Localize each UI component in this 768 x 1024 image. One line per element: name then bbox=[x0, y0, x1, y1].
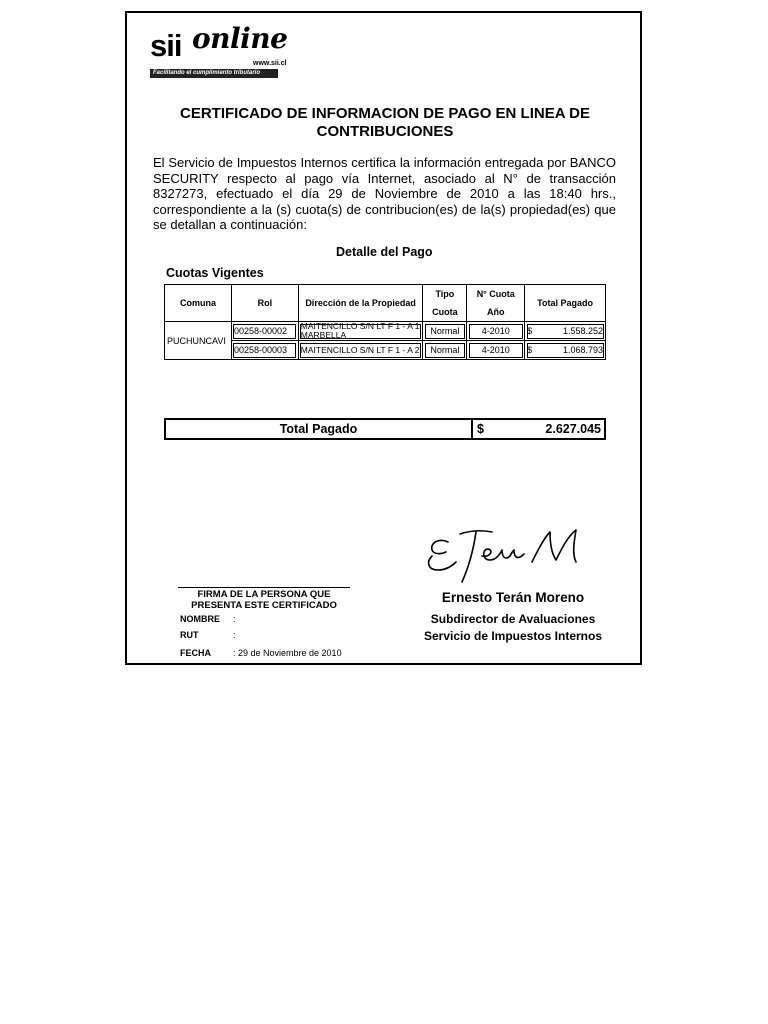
header-rol: Rol bbox=[231, 285, 298, 322]
cell-total bbox=[525, 341, 606, 360]
total-pagado-box bbox=[164, 418, 606, 440]
total-label: Total Pagado bbox=[166, 420, 473, 438]
nombre-colon: : bbox=[233, 614, 236, 624]
sii-online-logo bbox=[150, 22, 290, 82]
cell-currency: $ bbox=[527, 345, 533, 355]
nombre-label: NOMBRE bbox=[180, 614, 220, 624]
cell-cuota: 4-2010 bbox=[467, 322, 525, 341]
cell-amount: 1.558.252 bbox=[562, 326, 603, 336]
fecha-value: : 29 de Noviembre de 2010 bbox=[233, 648, 342, 658]
cell-rol: 00258-00002 bbox=[231, 322, 298, 341]
signature-line bbox=[178, 587, 350, 588]
cell-tipo: Normal bbox=[423, 341, 467, 360]
certificate-title: CERTIFICADO DE INFORMACION DE PAGO EN LINEA DE CONTRIBUCIONES bbox=[179, 105, 590, 140]
header-comuna: Comuna bbox=[165, 285, 232, 322]
table-row bbox=[165, 322, 606, 341]
handwritten-signature bbox=[420, 520, 600, 585]
firma-line-1: FIRMA DE LA PERSONA QUE bbox=[197, 589, 331, 600]
table-row bbox=[165, 341, 606, 360]
payment-table bbox=[164, 284, 606, 360]
table-header-row bbox=[165, 285, 606, 304]
cell-rol: 00258-00003 bbox=[231, 341, 298, 360]
detalle-heading: Detalle del Pago bbox=[336, 245, 433, 259]
header-total: Total Pagado bbox=[525, 285, 606, 322]
presenter-signature-label bbox=[178, 589, 350, 611]
signer-org: Servicio de Impuestos Internos bbox=[423, 629, 603, 643]
cell-total bbox=[525, 322, 606, 341]
header-direccion: Dirección de la Propiedad bbox=[298, 285, 423, 322]
cell-direccion: MAITENCILLO S/N LT F 1 - A 1 MARBELLA bbox=[298, 322, 423, 341]
rut-colon: : bbox=[233, 630, 236, 640]
header-tipo: Tipo bbox=[423, 285, 467, 304]
rut-label: RUT bbox=[180, 630, 199, 640]
cell-tipo: Normal bbox=[423, 322, 467, 341]
fecha-label: FECHA bbox=[180, 648, 211, 658]
logo-url: www.sii.cl bbox=[253, 60, 287, 67]
header-cuota-2: Año bbox=[467, 303, 525, 322]
signer-role: Subdirector de Avaluaciones bbox=[430, 612, 596, 626]
logo-product: online bbox=[192, 22, 288, 55]
logo-brand: sii bbox=[150, 28, 182, 63]
cell-currency: $ bbox=[527, 326, 533, 336]
signer-name: Ernesto Terán Moreno bbox=[441, 590, 585, 605]
certificate-body: El Servicio de Impuestos Internos certifica la información entregada por BANCO SECURITY respecto al pago vía Internet, asociado al N° de transacción 8327273, efectuado el día 29 de Noviembre de 2010 a las 18:40 hrs., correspondiente a la (s) cuota(s) de contribucion(es) de la(s) propiedad(es) que se detallan a continuación: bbox=[153, 155, 616, 232]
header-tipo-2: Cuota bbox=[423, 303, 467, 322]
cell-cuota: 4-2010 bbox=[467, 341, 525, 360]
firma-line-2: PRESENTA ESTE CERTIFICADO bbox=[191, 600, 337, 611]
cuotas-heading: Cuotas Vigentes bbox=[166, 266, 264, 280]
total-value: 2.627.045 bbox=[545, 422, 601, 436]
cell-amount: 1.068.793 bbox=[562, 345, 603, 355]
logo-tagline: Facilitando el cumplimiento tributario bbox=[150, 69, 278, 78]
total-currency: $ bbox=[477, 422, 484, 436]
cell-comuna: PUCHUNCAVI bbox=[165, 322, 232, 360]
header-cuota: N° Cuota bbox=[467, 285, 525, 304]
cell-direccion: MAITENCILLO S/N LT F 1 - A 2 bbox=[298, 341, 423, 360]
